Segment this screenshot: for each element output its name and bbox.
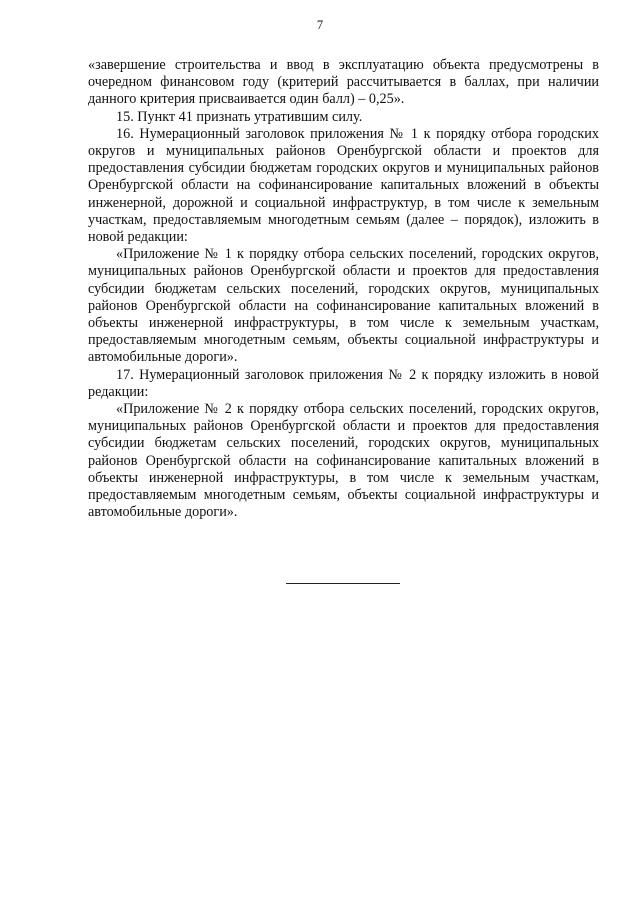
paragraph-item-15: 15. Пункт 41 признать утратившим силу. xyxy=(116,108,363,125)
page-number: 7 xyxy=(316,18,324,32)
end-of-document-rule xyxy=(286,583,400,584)
paragraph-item-16: 16. Нумерационный заголовок приложения № 1 к порядку отбора городских округов и муниципальных районов Оренбургской области и проектов для предоставления субсидии бюджетам городских округов и муниципальных районов Оренбургской области на софинансирование капитальных вложений в объекты инженерной, дорожной и социальной инфраструктур, в том числе к земельным участкам, предоставляемым многодетным семьям (далее – порядок), изложить в новой редакции: xyxy=(88,125,599,246)
paragraph-appendix-2-title: «Приложение № 2 к порядку отбора сельских поселений, городских округов, муниципальных районов Оренбургской области и проектов для предоставления субсидии бюджетам сельских поселений, городских округов, муниципальных районов Оренбургской области на софинансирование капитальных вложений в объекты инженерной инфраструктуры, в том числе к земельным участкам, предоставляемым многодетным семьям, объекты социальной инфраструктуры и автомобильные дороги». xyxy=(88,401,599,521)
paragraph-item-17: 17. Нумерационный заголовок приложения № 2 к порядку изложить в новой редакции: xyxy=(88,366,599,400)
document-body xyxy=(88,57,599,521)
paragraph-appendix-1-title: «Приложение № 1 к порядку отбора сельских поселений, городских округов, муниципальных районов Оренбургской области и проектов для предоставления субсидии бюджетам сельских поселений, городских округов, муниципальных районов Оренбургской области на софинансирование капитальных вложений в объекты инженерной инфраструктуры, в том числе к земельным участкам, предоставляемым многодетным семьям, объекты социальной инфраструктуры и автомобильные дороги». xyxy=(88,246,599,366)
paragraph-criterion-end: «завершение строительства и ввод в эксплуатацию объекта предусмотрены в очередном финансовом году (критерий рассчитывается в баллах, при наличии данного критерия присваивается один балл) – 0,25». xyxy=(88,57,599,108)
